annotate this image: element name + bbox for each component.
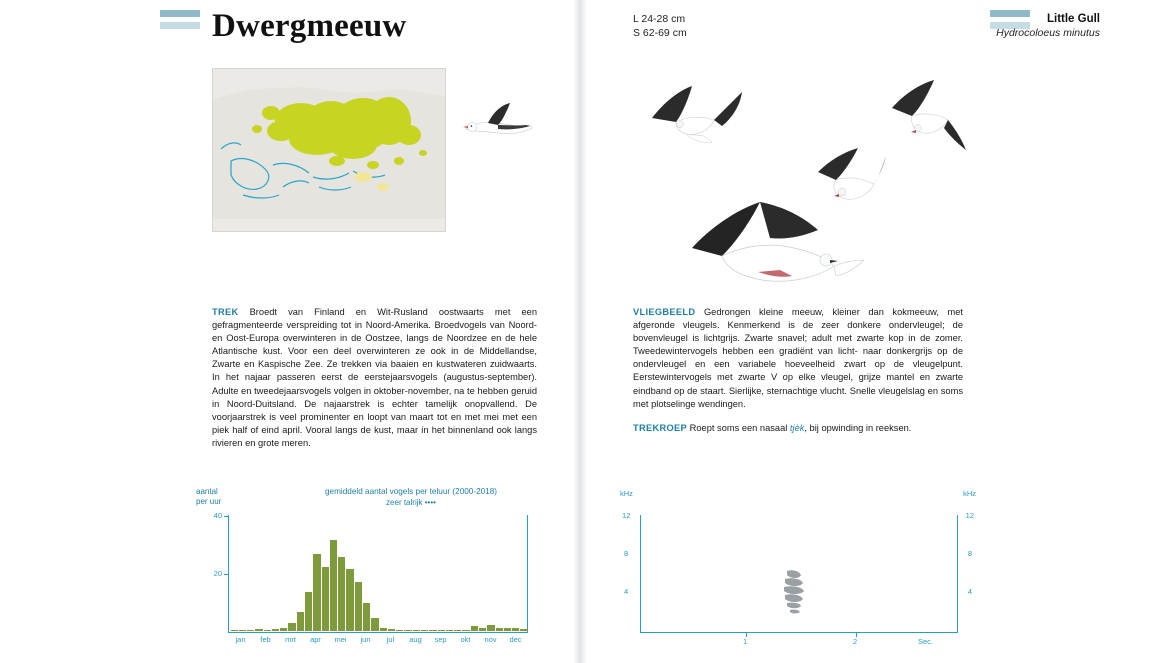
- chart-x-label: dec: [509, 635, 522, 644]
- trekroep-call: tjèk: [789, 422, 805, 433]
- sonogram-ytick-12: 12: [622, 511, 631, 520]
- sonogram-ytick-12-right: 12: [965, 511, 974, 520]
- chart-bar: [355, 582, 362, 631]
- distribution-map: [212, 68, 446, 232]
- chart-bar: [239, 630, 246, 631]
- header-bar-dark: [160, 10, 200, 17]
- chart-x-label: aug: [409, 635, 422, 644]
- sonogram-plot-area: [640, 515, 958, 633]
- sonogram-ytick-8: 8: [624, 549, 629, 558]
- sonogram-ytick-4: 4: [624, 587, 629, 596]
- chart-bar: [313, 554, 320, 631]
- chart-x-label: jun: [360, 635, 371, 644]
- chart-subtitle: zeer talrijk ••••: [386, 498, 436, 507]
- vliegbeeld-paragraph: [633, 306, 963, 411]
- vliegbeeld-label: VLIEGBEELD: [633, 307, 696, 317]
- chart-bar: [280, 628, 287, 631]
- chart-bar: [404, 630, 411, 631]
- chart-bar: [264, 630, 271, 631]
- header-bar-light: [160, 22, 200, 29]
- bird-1: [652, 86, 742, 143]
- chart-bar: [496, 628, 503, 631]
- left-page: [0, 0, 580, 663]
- chart-bars: [230, 515, 528, 631]
- chart-bar: [272, 629, 279, 631]
- wingspan-measurement: S 62-69 cm: [633, 27, 687, 39]
- bird-graphic-left: [458, 95, 538, 155]
- chart-bar: [479, 628, 486, 631]
- chart-bar: [231, 630, 238, 631]
- chart-bar: [288, 623, 295, 631]
- sonogram-x-unit: Sec.: [918, 637, 934, 646]
- chart-x-label: mrt: [285, 635, 296, 644]
- chart-x-label: feb: [260, 635, 271, 644]
- chart-x-label: apr: [310, 635, 321, 644]
- page-title: Dwergmeeuw: [212, 8, 407, 44]
- chart-bar: [438, 630, 445, 631]
- trekroep-paragraph: [633, 422, 963, 435]
- chart-x-label: sep: [434, 635, 447, 644]
- chart-bar: [396, 630, 403, 631]
- chart-bar: [388, 629, 395, 631]
- trekroep-text-1: Roept soms een nasaal: [689, 422, 790, 433]
- right-text-column: [633, 306, 963, 446]
- sonogram-ylabel-left: kHz: [620, 489, 633, 498]
- length-measurement: L 24-28 cm: [633, 13, 686, 25]
- sonogram-trace: [641, 515, 957, 631]
- left-text-column: [212, 306, 537, 461]
- chart-ytick-40: 40: [213, 511, 222, 520]
- sonogram-xtick-2: 2: [853, 637, 858, 646]
- chart-bar: [520, 629, 527, 631]
- bird-2: [892, 80, 966, 150]
- chart-bar: [338, 557, 345, 631]
- sonogram-ytick-8-right: 8: [967, 549, 972, 558]
- chart-bar: [371, 618, 378, 631]
- trekroep-text-2: , bij opwinding in reeksen.: [804, 422, 912, 433]
- chart-bar: [446, 630, 453, 631]
- trek-label: TREK: [212, 307, 239, 317]
- chart-title: gemiddeld aantal vogels per teluur (2000-2018): [324, 487, 498, 496]
- sonogram-xtick-1: 1: [743, 637, 748, 646]
- chart-bar: [504, 628, 511, 631]
- map-graphic: [213, 69, 445, 231]
- chart-bar: [322, 567, 329, 631]
- chart-x-label: mei: [334, 635, 347, 644]
- trek-paragraph: [212, 306, 537, 450]
- chart-bar: [462, 630, 469, 631]
- sonogram-ytick-4-right: 4: [967, 587, 972, 596]
- chart-plot-area: [228, 515, 528, 633]
- header-bar-decoration-left: [160, 10, 200, 34]
- chart-x-axis-labels: [228, 635, 528, 644]
- chart-x-label: jan: [235, 635, 246, 644]
- chart-bar: [471, 626, 478, 631]
- species-names: [996, 12, 1100, 40]
- bird-3: [818, 148, 886, 199]
- chart-x-label: nov: [484, 635, 497, 644]
- trekroep-label: TREKROEP: [633, 422, 688, 433]
- chart-bar: [255, 629, 262, 631]
- sonogram-chart: [618, 487, 978, 657]
- chart-bar: [421, 630, 428, 631]
- migration-bar-chart: [196, 487, 541, 657]
- chart-bar: [454, 630, 461, 631]
- trek-text: Broedt van Finland en Wit-Rusland oostwaarts met een gefragmenteerde verspreiding tot in Noord-Amerika. Broedvogels van Noord- en Oost-Europa overwinteren in de Oostzee, langs de Noordzee en de hele Atlantische kust. Voor een deel overwinteren ze ook in de Middellandse, Zwarte en Kaspische Zee. Ze trekken via baaien en kustwateren zuidwaarts. In het najaar passeren eerst de eerstejaarsvogels (augustus-september). Adulte en tweedejaarsvogels volgen in oktober-november, na te hebben geruid in Noord-Duitsland. De najaarstrek is echter tamelijk onopvallend. De voorjaarstrek is veel prominenter en loopt van maart tot en met mei met een piek half of eind april. Vooral langs de kust, maar in het binnenland ook langs rivieren en grote meren.: [212, 307, 537, 448]
- chart-bar: [363, 603, 370, 631]
- chart-x-label: jul: [386, 635, 395, 644]
- chart-bar: [330, 540, 337, 631]
- chart-bar: [413, 630, 420, 631]
- chart-y-axis-label: [196, 487, 221, 507]
- chart-bar: [429, 630, 436, 631]
- little-gull-illustration-left: [458, 95, 538, 155]
- chart-bar: [297, 612, 304, 631]
- chart-bar: [346, 569, 353, 631]
- chart-y-axis-label-line1: aantal: [196, 487, 218, 496]
- chart-y-axis-label-line2: per uur: [196, 497, 222, 506]
- chart-bar: [305, 592, 312, 631]
- sonogram-ylabel-right: kHz: [963, 489, 976, 498]
- chart-bar: [487, 625, 494, 631]
- scientific-name: Hydrocoloeus minutus: [996, 27, 1100, 39]
- bird-graphic-group: [630, 60, 990, 290]
- chart-bar: [380, 628, 387, 631]
- chart-bar: [512, 628, 519, 631]
- chart-bar: [247, 630, 254, 631]
- measurements: [633, 12, 687, 40]
- vliegbeeld-text: Gedrongen kleine meeuw, kleiner dan kokmeeuw, met afgeronde vleugels. Kenmerkend is de zeer donkere ondervleugel; de bovenvleugel is lichtgrijs. Zwarte snavel; adult met zwarte kop in de zomer. Tweedewintervogels hebben een gradiënt van licht- naar donkergrijs op de ondervleugel en een variabele hoeveelheid zwart op de vleugelpunt. Eerstewintervogels met zwarte V op elke vleugel, grijze mantel en zwarte eindband op de staart. Sierlijke, sternachtige vlucht. Snelle vleugelslag en soms met plotselinge wendingen.: [633, 307, 963, 409]
- bird-4: [692, 202, 864, 281]
- chart-x-label: okt: [460, 635, 471, 644]
- little-gull-illustration-group: [630, 60, 990, 290]
- chart-ytick-20: 20: [213, 569, 222, 578]
- english-name: Little Gull: [1046, 13, 1100, 25]
